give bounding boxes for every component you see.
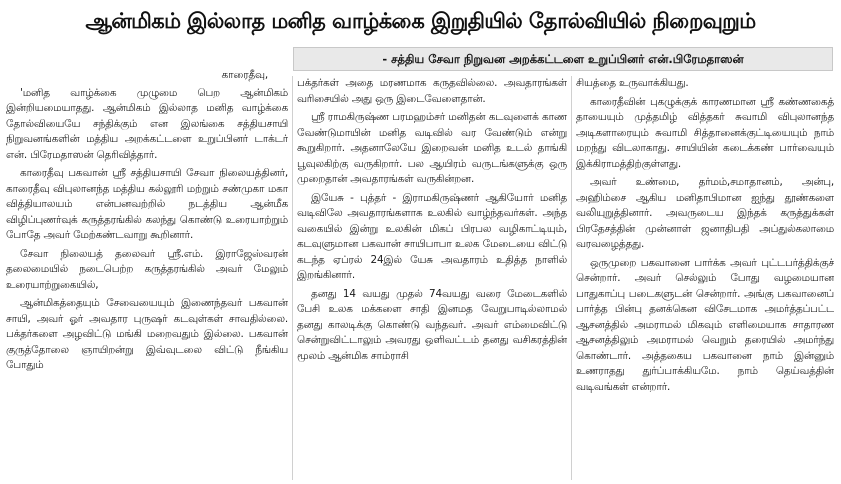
paragraph: ஒருமுறை பகவானை பார்க்க அவர் புட்டபர்த்திக்குச் சென்றார். அவர் செல்லும் போது வழமையான பாதுகாப்பு படைகளுடன் சென்றார். அங்கு பகவானைப் பார்த்த பின்பு தனக்கென விசேடமாக அமர்த்தப்பட்ட ஆசனத்தில் அமராமல் மிகவும் எளிமையாக சாதாரண ஆசனத்திலும் அமராமல் வெறும் தரையில் அமர்ந்து கொண்டார். அத்தகைய பகவானை நாம் இன்னும் உணராதது துர்ப்பாக்கியமே. நாம் தெய்வத்தின் வடிவங்கள் என்றார். bbox=[576, 256, 834, 393]
paragraph: தனது 14 வயது முதல் 74வயது வரை மேடைகளில் பேசி உலக மக்களை சாதி இனமத வேறுபாடில்லாமல் தனது காலடிக்கு கொண்டு வந்தவர். அவர் எம்மைவிட்டு சென்றுவிட்டாலும் அவரது ஒளிவட்டம் தனது வசிகரத்தின் மூலம் ஆன்மிக சாம்ராசி bbox=[297, 287, 567, 362]
article-headline: ஆன்மிகம் இல்லாத மனித வாழ்க்கை இறுதியில் தோல்வியில் நிறைவுறும் bbox=[85, 9, 756, 33]
column-divider bbox=[292, 76, 293, 480]
paragraph: 'மனித வாழ்க்கை முழுமை பெற ஆன்மிகம் இன்றியமையாதது. ஆன்மிகம் இல்லாத மனித வாழ்க்கை தோல்வியையே சந்திக்கும் என இலங்கை சத்தியசாயி நிறுவனங்களின் மத்திய அறக்கட்டளை உறுப்பினர் டாக்டர் என். பிரேமதாஸன் தெரிவித்தார். bbox=[6, 86, 288, 161]
paragraph: அவர் உண்மை, தர்மம்,சமாதானம், அன்பு, அஹிம்சை ஆகிய மனிதாபிமான ஐந்து தூண்களை வலியுறுத்தினார். அவருடைய இந்தக் கருத்துக்கள் பிரதேசத்தின் முன்னாள் ஜனாதிபதி அப்துல்கலாமை வரவழைத்தது. bbox=[576, 176, 834, 250]
column-divider bbox=[571, 76, 572, 480]
article-column-1 bbox=[6, 68, 288, 480]
paragraph: சேவா நிலையத் தலைவர் ஸ்ரீ.எம். இராஜேஸ்வரன் தலைமையில் நடைபெற்ற கருத்தரங்கில் அவர் மேலும் உரையாற்றுகையில், bbox=[6, 247, 288, 291]
paragraph: ஆன்மிகத்தையும் சேவையையும் இணைந்தவர் பகவான் சாயி, அவர் ஓர் அவதார புருஷர் கடவுள்கள் சாவதில்லை. பக்தர்களை அழவிட்டு மங்கி மறைவதும் இல்லை. பகவான் குருத்தோலை ஞாயிறன்று இவ்வுடலை விட்டு நீங்கிய போதும் bbox=[6, 297, 288, 371]
author-byline: - சத்திய சேவா நிறுவன அறக்கட்டளை உறுப்பினர் என்.பிரேமதாஸன் bbox=[293, 47, 833, 71]
paragraph: ஸ்ரீ ராமகிருஷ்ண பரமஹம்சர் மனிதன் கடவுளைக் காண வேண்டுமாயின் மனித வடிவில் வர வேண்டும் என்று கூறுகிறார். அதனாலேயே இறைவன் மனித உடல் தாங்கி பூவுலகிற்கு வருகிறார். பல ஆயிரம் வருடங்களுக்கு ஒரு முறைதான் அவதாரங்கள் வருகின்றன. bbox=[297, 111, 567, 185]
article-column-3 bbox=[576, 76, 834, 480]
paragraph: இயேசு - புத்தர் - இராமகிருஷ்ணர் ஆகியோர் மனித வடிவிலே அவதாரங்களாக உலகில் வாழ்ந்தவர்கள். அந்த வகையில் இன்று உலகின் மிகப் பிரபல வழிகாட்டியும், கடவுளுமான பகவான் சாயிபாபா உலக மேடையை விட்டு கடந்த ஏப்ரல் 24இல் யேசு அவதாரம் உதித்த நாளில் இறங்கினார். bbox=[297, 191, 567, 281]
paragraph: காரைதீவின் புகழுக்குக் காரணமான ஸ்ரீ கண்ணகைத் தாயையும் முத்தமிழ் வித்தகர் சுவாமி விபுலானந்த அடிகளாரையும் சுவாமி சித்தானைக்குட்டியையும் நாம் மறந்து விடலாகாது. சாயியின் கடைக்கண் பார்வையும் இக்கிராமத்திற்குள்ளது. bbox=[576, 95, 834, 170]
paragraph: சியத்தை உருவாக்கியது. bbox=[576, 77, 689, 89]
paragraph: காரைதீவு பகவான் ஸ்ரீ சத்தியசாயி சேவா நிலையத்தினர், காரைதீவு விபுலானந்த மத்திய கல்லூரி மற்றும் சண்முகா மகா வித்தியாலயம் என்பனவற்றில் நடத்திய ஆன்மீக விழிப்புணர்வுக் கருத்தரங்கில் கலந்து கொண்டு உரையாற்றும் போதே அவர் மேற்கண்டவாறு கூறினார். bbox=[6, 167, 288, 241]
article-column-2 bbox=[297, 76, 567, 480]
dateline: காரைதீவு, bbox=[221, 69, 268, 81]
paragraph: பக்தர்கள் அதை மரணமாக கருதவில்லை. அவதாரங்கள் வரிசையில் அது ஒரு இடைவேளைதான். bbox=[297, 77, 567, 105]
